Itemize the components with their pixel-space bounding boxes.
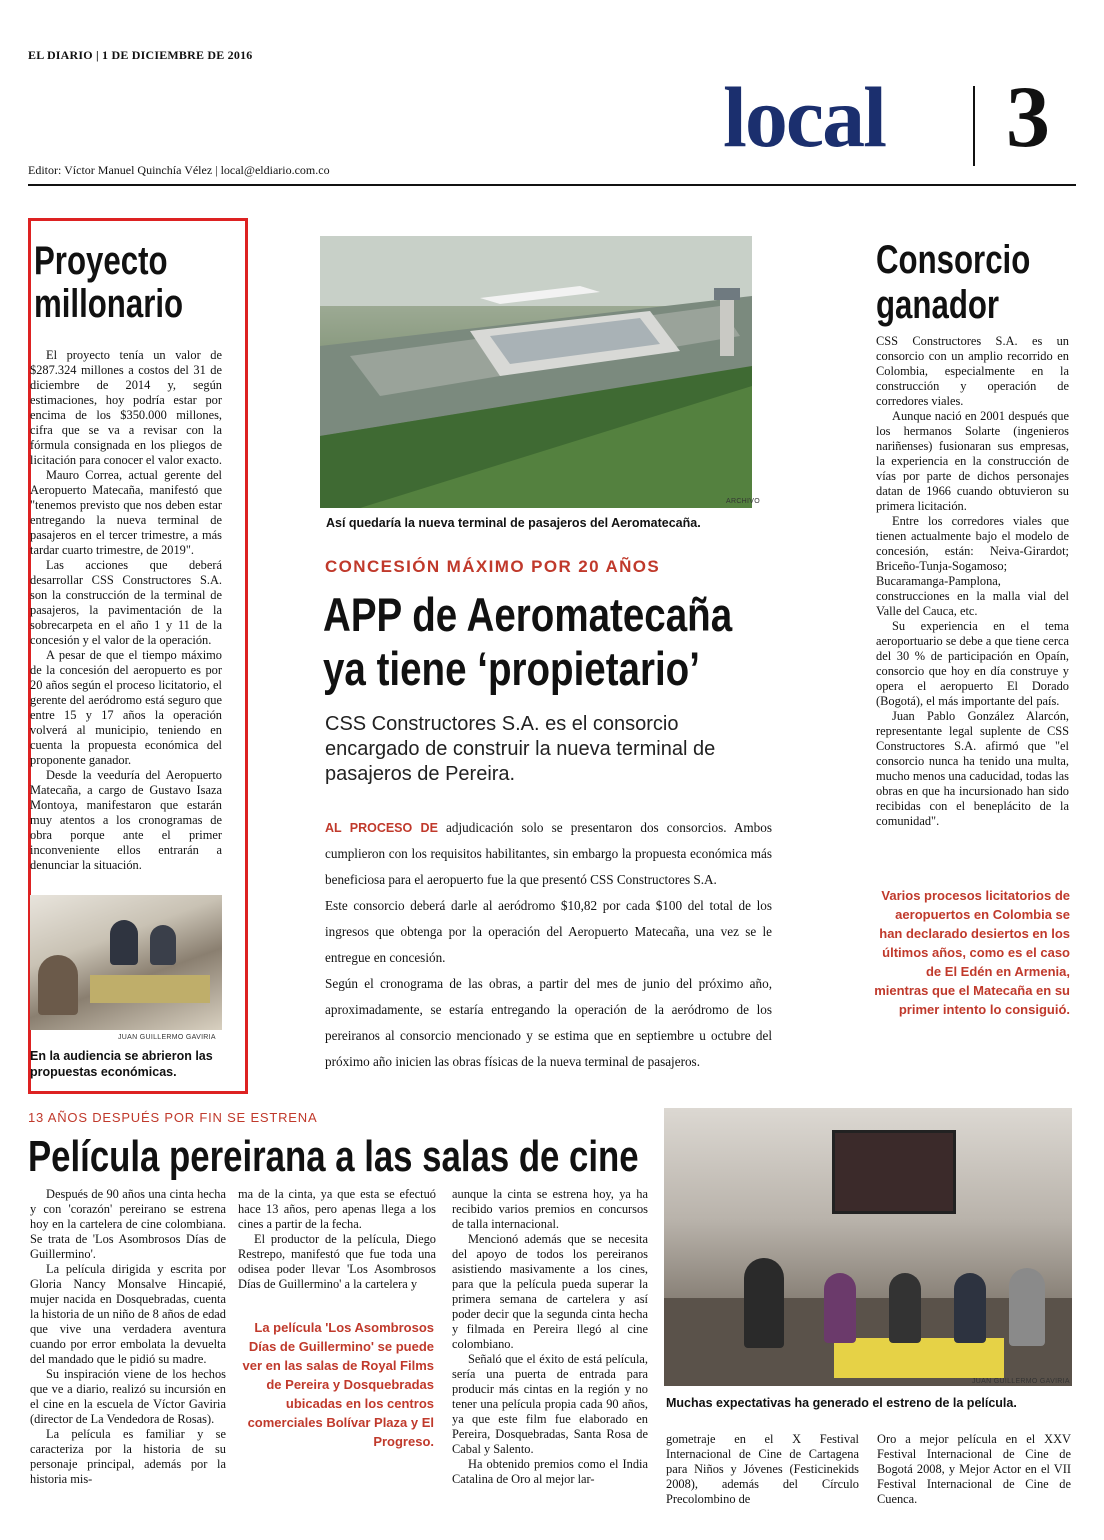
photo-credit: ARCHIVO: [726, 498, 760, 505]
person-shape: [744, 1258, 784, 1348]
person-shape: [110, 920, 138, 965]
table-shape: [90, 975, 210, 1003]
paragraph: CSS Constructores S.A. es un consorcio con un amplio recorrido en Colombia, especialmente en la construcción y operación de corredores viales.: [876, 334, 1069, 408]
page-number: 3: [1006, 69, 1050, 166]
person-shape: [38, 955, 78, 1015]
film-column-4: [666, 1432, 859, 1507]
story-kicker: CONCESIÓN MÁXIMO POR 20 AÑOS: [325, 557, 661, 576]
paragraph: Ha obtenido premios como el India Catalina de Oro al mejor lar-: [452, 1457, 648, 1486]
sidebar-title-line2: ganador: [876, 283, 1000, 327]
terminal-render-photo: [320, 236, 752, 508]
section-name: local: [723, 69, 885, 165]
paragraph: Mencionó además que se necesita del apoyo de todos los pereiranos asistiendo masivamente a los cines, para que la película pueda superar la primera semana de cartelera y así poder decir que la segunda cinta hecha y filmada en Pereira llegó al cine colombiano.: [452, 1232, 648, 1351]
paragraph: ma de la cinta, ya que esta se efectuó hace 13 años, pero apenas llega a los cines a partir de la fecha.: [238, 1187, 436, 1231]
person-shape: [889, 1273, 921, 1343]
sidebar-title-line1: Proyecto: [34, 239, 168, 283]
photo-credit: JUAN GUILLERMO GAVIRIA: [972, 1378, 1070, 1385]
sidebar-title: [34, 240, 234, 326]
sidebar-body: [876, 334, 1069, 829]
film-pull-quote: La película 'Los Asombrosos Días de Guillermino' se puede ver en las salas de Royal Films de Pereira y Dosquebradas ubicadas en los centros comerciales Bolívar Plaza y El Progreso.: [242, 1320, 434, 1449]
paragraph: El productor de la película, Diego Restrepo, manifestó que fue toda una odisea poder llevar 'Los Asombrosos Días de Guillermino' a la cartelera y: [238, 1232, 436, 1291]
photo-caption: Muchas expectativas ha generado el estreno de la película.: [666, 1396, 1017, 1410]
paragraph: Oro a mejor película en el XXV Festival Internacional de Cine de Bogotá 2008, y Mejor Actor en el VII Festival Internacional de Cine de Cuenca.: [877, 1432, 1071, 1506]
premiere-photo: [664, 1108, 1072, 1386]
paragraph: Mauro Correa, actual gerente del Aeropuerto Matecaña, manifestó que "tenemos previsto que nos deben estar entregando la nueva terminal de pasajeros en el tercer trimestre, a más tardar cuarto trimestre, de 2019".: [30, 468, 222, 557]
table-cloth: [834, 1338, 1004, 1378]
photo-credit: JUAN GUILLERMO GAVIRIA: [118, 1034, 216, 1041]
paragraph: Aunque nació en 2001 después que los hermanos Solarte (ingenieros nariñenses) fusionaran sus empresas, la experiencia en la construcción de vías por parte de dichos personajes datan de 1966 cuando obtuvieron su primera licitación.: [876, 409, 1069, 513]
sidebar-title-line2: millonario: [34, 282, 184, 326]
paragraph: adjudicación solo se presentaron dos consorcios. Ambos cumplieron con los requisitos habilitantes, sin embargo la propuesta económica más beneficiosa para el aeropuerto fue la que presentó CSS Constructores S.A.: [325, 820, 772, 887]
audience-photo: [30, 895, 222, 1030]
paragraph: Señaló que el éxito de está película, sería una puerta de entrada para producir más cintas en la región y no tener una película propia cada 90 años, ya que este film fue elaborado en Pereira, Dosquebradas, Santa Rosa de Cabal y Salento.: [452, 1352, 648, 1456]
paragraph: Juan Pablo González Alarcón, representante legal suplente de CSS Constructores S.A. afirmó que "el consorcio nunca ha tenido una multa, mucho menos una caducidad, todas las obras en que ha incursionado han sido recibidas con el beneplácito de la comunidad".: [876, 709, 1069, 828]
editor-line: Editor: Víctor Manuel Quinchía Vélez | local@eldiario.com.co: [28, 163, 330, 177]
person-shape: [150, 925, 176, 965]
paragraph: Este consorcio deberá darle al aeródromo $10,82 por cada $100 del total de los ingresos que obtenga por la operación del Aeropuerto Matecaña, una vez se le entregue en concesión.: [325, 898, 772, 965]
story-lead-in: AL PROCESO DE: [325, 821, 438, 835]
sidebar-title-line1: Consorcio: [876, 238, 1031, 282]
paragraph: Después de 90 años una cinta hecha y con 'corazón' pereirano se estrena hoy en la cartelera de cine colombiana. Se trata de 'Los Asombrosos Días de Guillermino'.: [30, 1187, 226, 1261]
film-column-2: [238, 1187, 436, 1292]
film-kicker: 13 AÑOS DESPUÉS POR FIN SE ESTRENA: [28, 1110, 318, 1125]
header-divider: [973, 86, 975, 166]
paragraph: La película dirigida y escrita por Gloria Nancy Monsalve Hincapié, mujer nacida en Dosquebradas, cuenta la historia de un niño de 8 años de edad que vive una verdadera aventura cuando por error embolata la devuelta del mandado que le pidió su madre.: [30, 1262, 226, 1366]
paragraph: Su inspiración viene de los hechos que ve a diario, realizó su incursión en el cine en la escuela de Víctor Gaviria (director de La Vendedora de Rosas).: [30, 1367, 226, 1426]
paragraph: gometraje en el X Festival Internacional de Cine de Cartagena para Niños y Jóvenes (Festicinekids 2008), además del Círculo Precolombino de: [666, 1432, 859, 1506]
story-deck: CSS Constructores S.A. es el consorcio encargado de construir la nueva terminal de pasajeros de Pereira.: [325, 713, 716, 785]
cinema-screen: [832, 1130, 956, 1214]
person-shape: [824, 1273, 856, 1343]
photo-caption: En la audiencia se abrieron las propuestas económicas.: [30, 1049, 213, 1079]
terminal-render-svg: [320, 236, 752, 508]
sidebar-title: [876, 238, 1076, 328]
paragraph: aunque la cinta se estrena hoy, ya ha recibido varios premios en concursos de talla internacional.: [452, 1187, 648, 1231]
film-column-1: [30, 1187, 226, 1487]
photo-caption: Así quedaría la nueva terminal de pasajeros del Aeromatecaña.: [326, 516, 701, 530]
paragraph: La película es familiar y se caracteriza por la historia de su personaje principal, además por la historia mis-: [30, 1427, 226, 1486]
paragraph: Las acciones que deberá desarrollar CSS Constructores S.A. son la construcción de la terminal de pasajeros, la pavimentación de la sobrecarpeta en el año 1 y 11 de la concesión y el valor de la operación.: [30, 558, 222, 647]
paper-date-line: EL DIARIO | 1 DE DICIEMBRE DE 2016: [28, 48, 253, 62]
paragraph: Según el cronograma de las obras, a partir del mes de junio del próximo año, aproximadamente, se estaría entregando la operación de la aeródromo de los pereiranos al consorcio mencionado y se estima que en septiembre u octubre del próximo año inicien las obras físicas de la nueva terminal de pasajeros.: [325, 976, 772, 1069]
story-headline: [323, 588, 783, 696]
person-shape: [1009, 1268, 1045, 1346]
film-column-5: [877, 1432, 1071, 1507]
paragraph: Entre los corredores viales que tienen actualmente bajo el modelo de concesión, están: Neiva-Girardot; Briceño-Tunja-Sogamoso; Bucaramanga-Pamplona, construcciones en la malla vial del Valle del Cauca, etc.: [876, 514, 1069, 618]
headline-line2: ya tiene ‘propietario’: [323, 642, 700, 695]
paragraph: El proyecto tenía un valor de $287.324 millones a costos del 31 de diciembre de 2014 y, según estimaciones, hoy podría estar por encima de los $350.000 millones, cifra que se va a revisar con la fórmula consignada en los pliegos de licitación para conocer el valor exacto.: [30, 348, 222, 467]
film-column-3: [452, 1187, 648, 1487]
film-headline-wrap: [28, 1130, 648, 1184]
story-body: [325, 815, 772, 1075]
paragraph: Su experiencia en el tema aeroportuario se debe a que tiene cerca del 30 % de participación en Opaín, consorcio que hoy en día construye y opera el aeropuerto El Dorado (Bogotá), el más importante del país.: [876, 619, 1069, 708]
headline-line1: APP de Aeromatecaña: [323, 588, 733, 641]
person-shape: [954, 1273, 986, 1343]
sidebar-body: [30, 348, 222, 873]
paragraph: Desde la veeduría del Aeropuerto Matecaña, a cargo de Gustavo Isaza Montoya, manifestaron que estarán muy atentos a los cronogramas de obra porque ante el primer inconveniente ellos entrarán a denunciar la situación.: [30, 768, 222, 872]
pull-quote: Varios procesos licitatorios de aeropuertos en Colombia se han declarado desiertos en los últimos años, como es el caso de El Edén en Armenia, mientras que el Matecaña en su primer intento lo consiguió.: [874, 888, 1070, 1017]
header-rule: [28, 184, 1076, 186]
film-headline: Película pereirana a las salas de cine: [28, 1132, 639, 1181]
paragraph: A pesar de que el tiempo máximo de la concesión del aeropuerto es por 20 años según el proceso licitatorio, el gerente del aeródromo está seguro que entre 15 y 17 años la operación volverá al municipio, teniendo en cuenta la propuesta económica del proponente ganador.: [30, 648, 222, 767]
